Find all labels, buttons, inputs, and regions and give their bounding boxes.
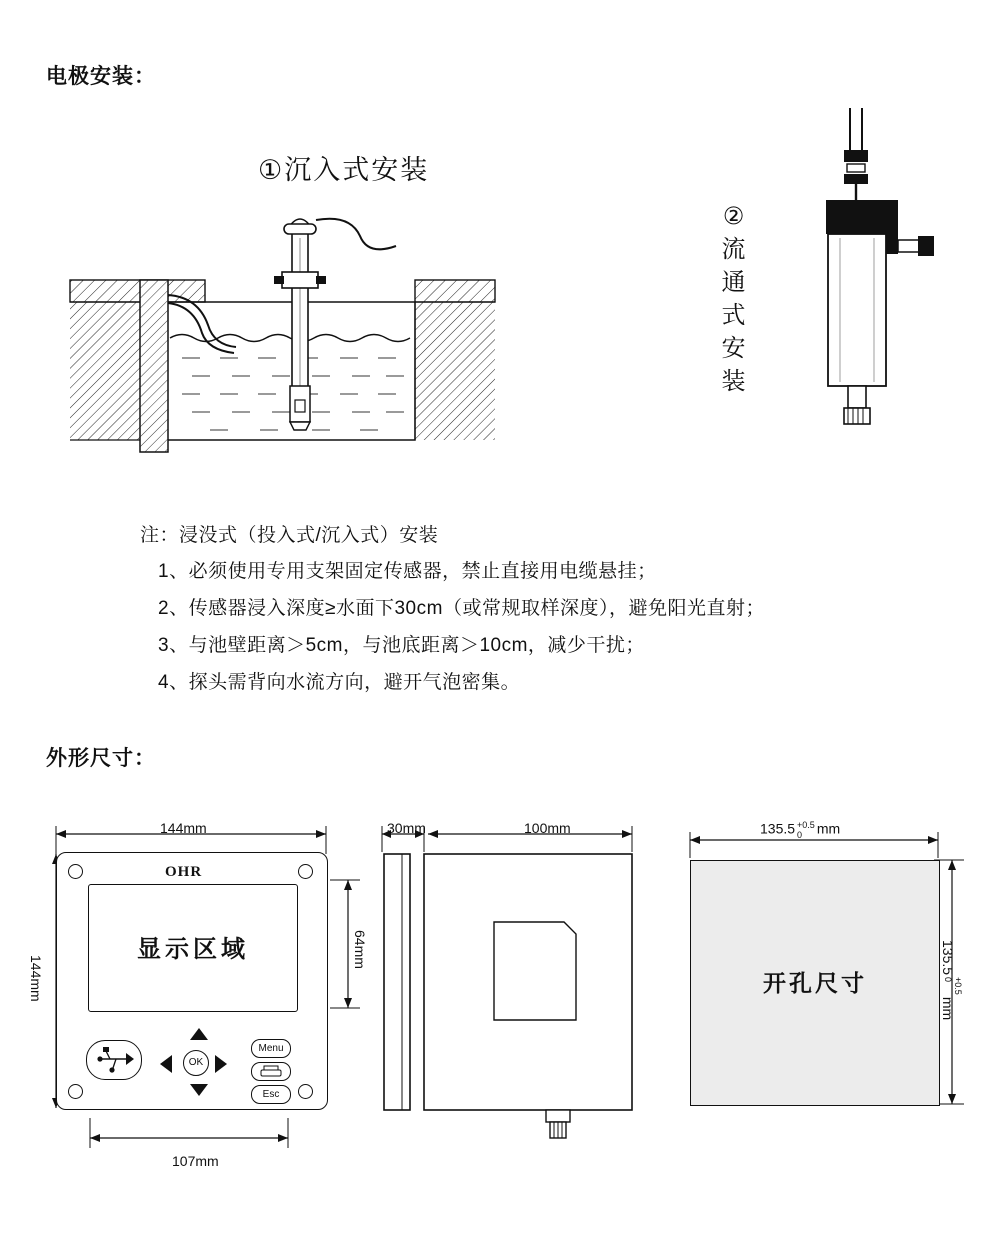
submerged-installation-drawing xyxy=(60,190,580,520)
dim-front-width: 144mm xyxy=(160,820,207,836)
up-arrow-button[interactable] xyxy=(190,1028,208,1040)
dim-cutout-height-value: 135.5 xyxy=(940,940,956,976)
dim-cutout-height xyxy=(940,940,963,1020)
right-arrow-button[interactable] xyxy=(215,1055,227,1073)
dim-cutout-width-tol-lower: 0 xyxy=(797,830,803,840)
dim-front-height: 144mm xyxy=(28,955,44,1002)
dim-cutout-height-tol-lower: 0 xyxy=(943,977,953,983)
side-view-dimension-lines xyxy=(378,818,668,1148)
installation-notes xyxy=(140,520,940,704)
display-area xyxy=(88,884,298,1012)
dim-side-thickness: 30mm xyxy=(387,820,426,836)
section-title-installation: 电极安装： xyxy=(46,65,156,88)
left-arrow-button[interactable] xyxy=(160,1055,172,1073)
print-button[interactable] xyxy=(251,1062,291,1081)
dim-cutout-height-tol-upper: +0.5 xyxy=(953,977,963,995)
caption-flowthrough-installation: ②流通式安装 xyxy=(721,203,747,395)
panel-cutout-area xyxy=(690,860,940,1106)
dim-side-depth: 100mm xyxy=(524,820,571,836)
ok-button[interactable]: OK xyxy=(183,1050,209,1076)
menu-button[interactable]: Menu xyxy=(251,1039,291,1058)
brand-logo: OHR xyxy=(165,864,203,880)
dim-cutout-width-tol-upper: +0.5 xyxy=(797,820,815,830)
dim-cutout-width-value: 135.5 xyxy=(760,820,796,837)
esc-button[interactable]: Esc xyxy=(251,1085,291,1104)
dim-cutout-width xyxy=(760,820,840,840)
flowthrough-installation-drawing xyxy=(800,108,990,488)
down-arrow-button[interactable] xyxy=(190,1084,208,1096)
note-item-1: 1、必须使用专用支架固定传感器，禁止直接用电缆悬挂； xyxy=(158,561,657,582)
screw-hole-bottom-left xyxy=(68,1084,83,1099)
screw-hole-top-right xyxy=(298,864,313,879)
caption-submerged-installation: ①沉入式安装 xyxy=(258,155,430,185)
dim-front-bottom-width: 107mm xyxy=(172,1153,219,1169)
note-item-2: 2、传感器浸入深度≥水面下30cm（或常规取样深度），避免阳光直射； xyxy=(158,598,765,619)
dim-screen-height: 64mm xyxy=(352,930,368,969)
screw-hole-bottom-right xyxy=(298,1084,313,1099)
notes-heading: 注：浸没式（投入式/沉入式）安装 xyxy=(140,525,439,546)
note-item-4: 4、探头需背向水流方向，避开气泡密集。 xyxy=(158,672,521,693)
screw-hole-top-left xyxy=(68,864,83,879)
note-item-3: 3、与池壁距离＞5cm，与池底距离＞10cm，减少干扰； xyxy=(158,635,645,656)
panel-cutout-label: 开孔尺寸 xyxy=(763,971,867,996)
display-area-label: 显示区域 xyxy=(137,937,249,963)
usb-icon xyxy=(86,1040,140,1078)
section-title-dimensions: 外形尺寸： xyxy=(46,747,156,770)
dim-cutout-height-unit: mm xyxy=(940,996,956,1021)
printer-icon xyxy=(260,1065,282,1078)
dim-cutout-width-unit: mm xyxy=(816,820,841,837)
